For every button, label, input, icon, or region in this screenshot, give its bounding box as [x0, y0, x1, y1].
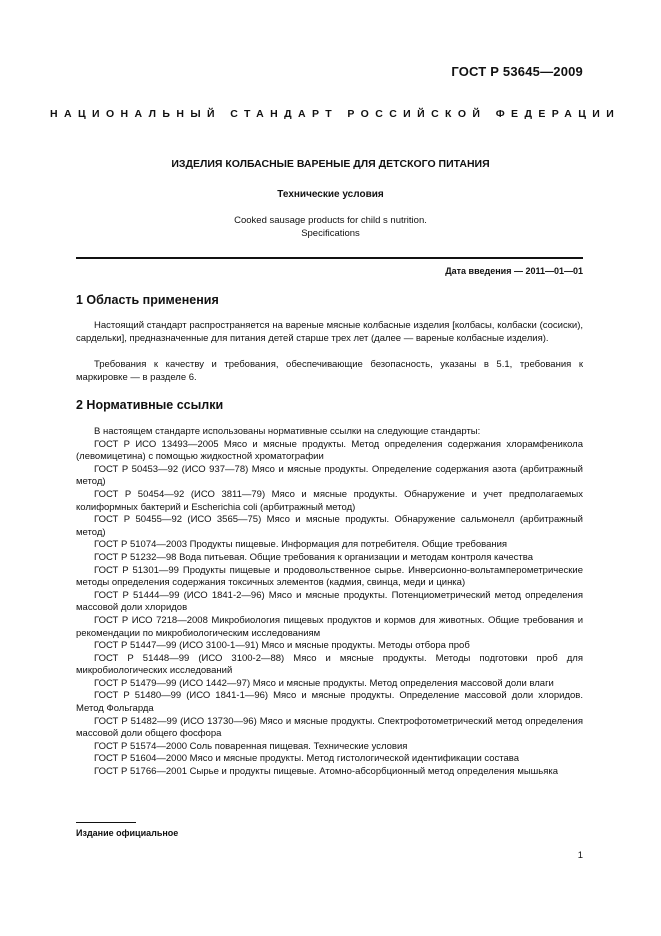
header-rule	[76, 257, 583, 259]
effective-date: Дата введения — 2011—01—01	[445, 266, 583, 276]
normative-references-list	[76, 426, 583, 779]
reference-item: ГОСТ Р 50454—92 (ИСО 3811—79) Мясо и мясные продукты. Обнаружение и учет предполагаемых колиформных бактерий и Escherichia coli (арбитражный метод)	[76, 488, 583, 513]
footer-rule	[76, 822, 136, 823]
reference-item: ГОСТ Р 51448—99 (ИСО 3100-2—88) Мясо и мясные продукты. Методы подготовки проб для микробиологических исследований	[76, 652, 583, 677]
gost-code: ГОСТ Р 53645—2009	[451, 64, 583, 79]
official-edition-label: Издание официальное	[76, 828, 179, 838]
reference-item: ГОСТ Р 51604—2000 Мясо и мясные продукты. Метод гистологической идентификации состава	[94, 753, 520, 765]
reference-item: ГОСТ Р 50455—92 (ИСО 3565—75) Мясо и мясные продукты. Обнаружение сальмонелл (арбитражный метод)	[76, 514, 583, 538]
reference-item: ГОСТ Р 51766—2001 Сырье и продукты пищевые. Атомно-абсорбционный метод определения мышьяка	[94, 766, 559, 778]
reference-item: ГОСТ Р 51232—98 Вода питьевая. Общие требования к организации и методам контроля качества	[94, 551, 533, 563]
reference-item: ГОСТ Р ИСО 7218—2008 Микробиология пищевых продуктов и кормов для животных. Общие требования и рекомендации по микробиологическим исследованиям	[76, 614, 583, 639]
references-intro: В настоящем стандарте использованы нормативные ссылки на следующие стандарты:	[94, 426, 481, 437]
reference-item: ГОСТ Р 51479—99 (ИСО 1442—97) Мясо и мясные продукты. Метод определения массовой доли влаги	[94, 677, 554, 689]
reference-item: ГОСТ Р 51444—99 (ИСО 1841-2—96) Мясо и мясные продукты. Потенциометрический метод определения массовой доли хлоридов	[76, 589, 583, 614]
page-number: 1	[577, 850, 583, 861]
reference-item: ГОСТ Р 51482—99 (ИСО 13730—96) Мясо и мясные продукты. Спектрофотометрический метод определения массовой доли общего фосфора	[76, 715, 583, 740]
reference-item: ГОСТ Р 51574—2000 Соль поваренная пищевая. Технические условия	[94, 740, 408, 752]
reference-item: ГОСТ Р 50453—92 (ИСО 937—78) Мясо и мясные продукты. Определение содержания азота (арбитражный метод)	[76, 463, 583, 488]
document-title: ИЗДЕЛИЯ КОЛБАСНЫЕ ВАРЕНЫЕ ДЛЯ ДЕТСКОГО ПИТАНИЯ	[171, 158, 490, 170]
section-2-title: 2 Нормативные ссылки	[76, 398, 224, 412]
english-title	[0, 214, 661, 240]
section-1-title: 1 Область применения	[76, 293, 219, 307]
reference-item: ГОСТ Р 51447—99 (ИСО 3100-1—91) Мясо и мясные продукты. Методы отбора проб	[94, 640, 470, 652]
national-standard-banner: НАЦИОНАЛЬНЫЙ СТАНДАРТ РОССИЙСКОЙ ФЕДЕРАЦИИ	[50, 108, 621, 120]
reference-item: ГОСТ Р 51301—99 Продукты пищевые и продовольственное сырье. Инверсионно-вольтамперометрические методы определения содержания токсичных элементов (кадмия, свинца, меди и цинка)	[76, 564, 583, 589]
english-title-line1: Cooked sausage products for child s nutrition.	[234, 215, 427, 226]
document-subtitle: Технические условия	[277, 189, 384, 200]
english-title-line2: Specifications	[301, 228, 360, 239]
reference-item: ГОСТ Р 51074—2003 Продукты пищевые. Информация для потребителя. Общие требования	[94, 539, 508, 551]
reference-item: ГОСТ Р 51480—99 (ИСО 1841-1—96) Мясо и мясные продукты. Определение массовой доли хлоридов. Метод Фольгарда	[76, 690, 583, 715]
section-1-paragraph-1: Настоящий стандарт распространяется на вареные мясные колбасные изделия [колбасы, колбаски (сосиски), сардельки], предназначенные для питания детей старше трех лет (далее — вареные колбасные изделия).	[76, 320, 583, 344]
reference-item: ГОСТ Р ИСО 13493—2005 Мясо и мясные продукты. Метод определения содержания хлорамфеникола (левомицетина) с помощью жидкостной хроматографии	[76, 438, 583, 463]
section-1-paragraph-2: Требования к качеству и требования, обеспечивающие безопасность, указаны в 5.1, требования к маркировке — в разделе 6.	[76, 359, 583, 383]
